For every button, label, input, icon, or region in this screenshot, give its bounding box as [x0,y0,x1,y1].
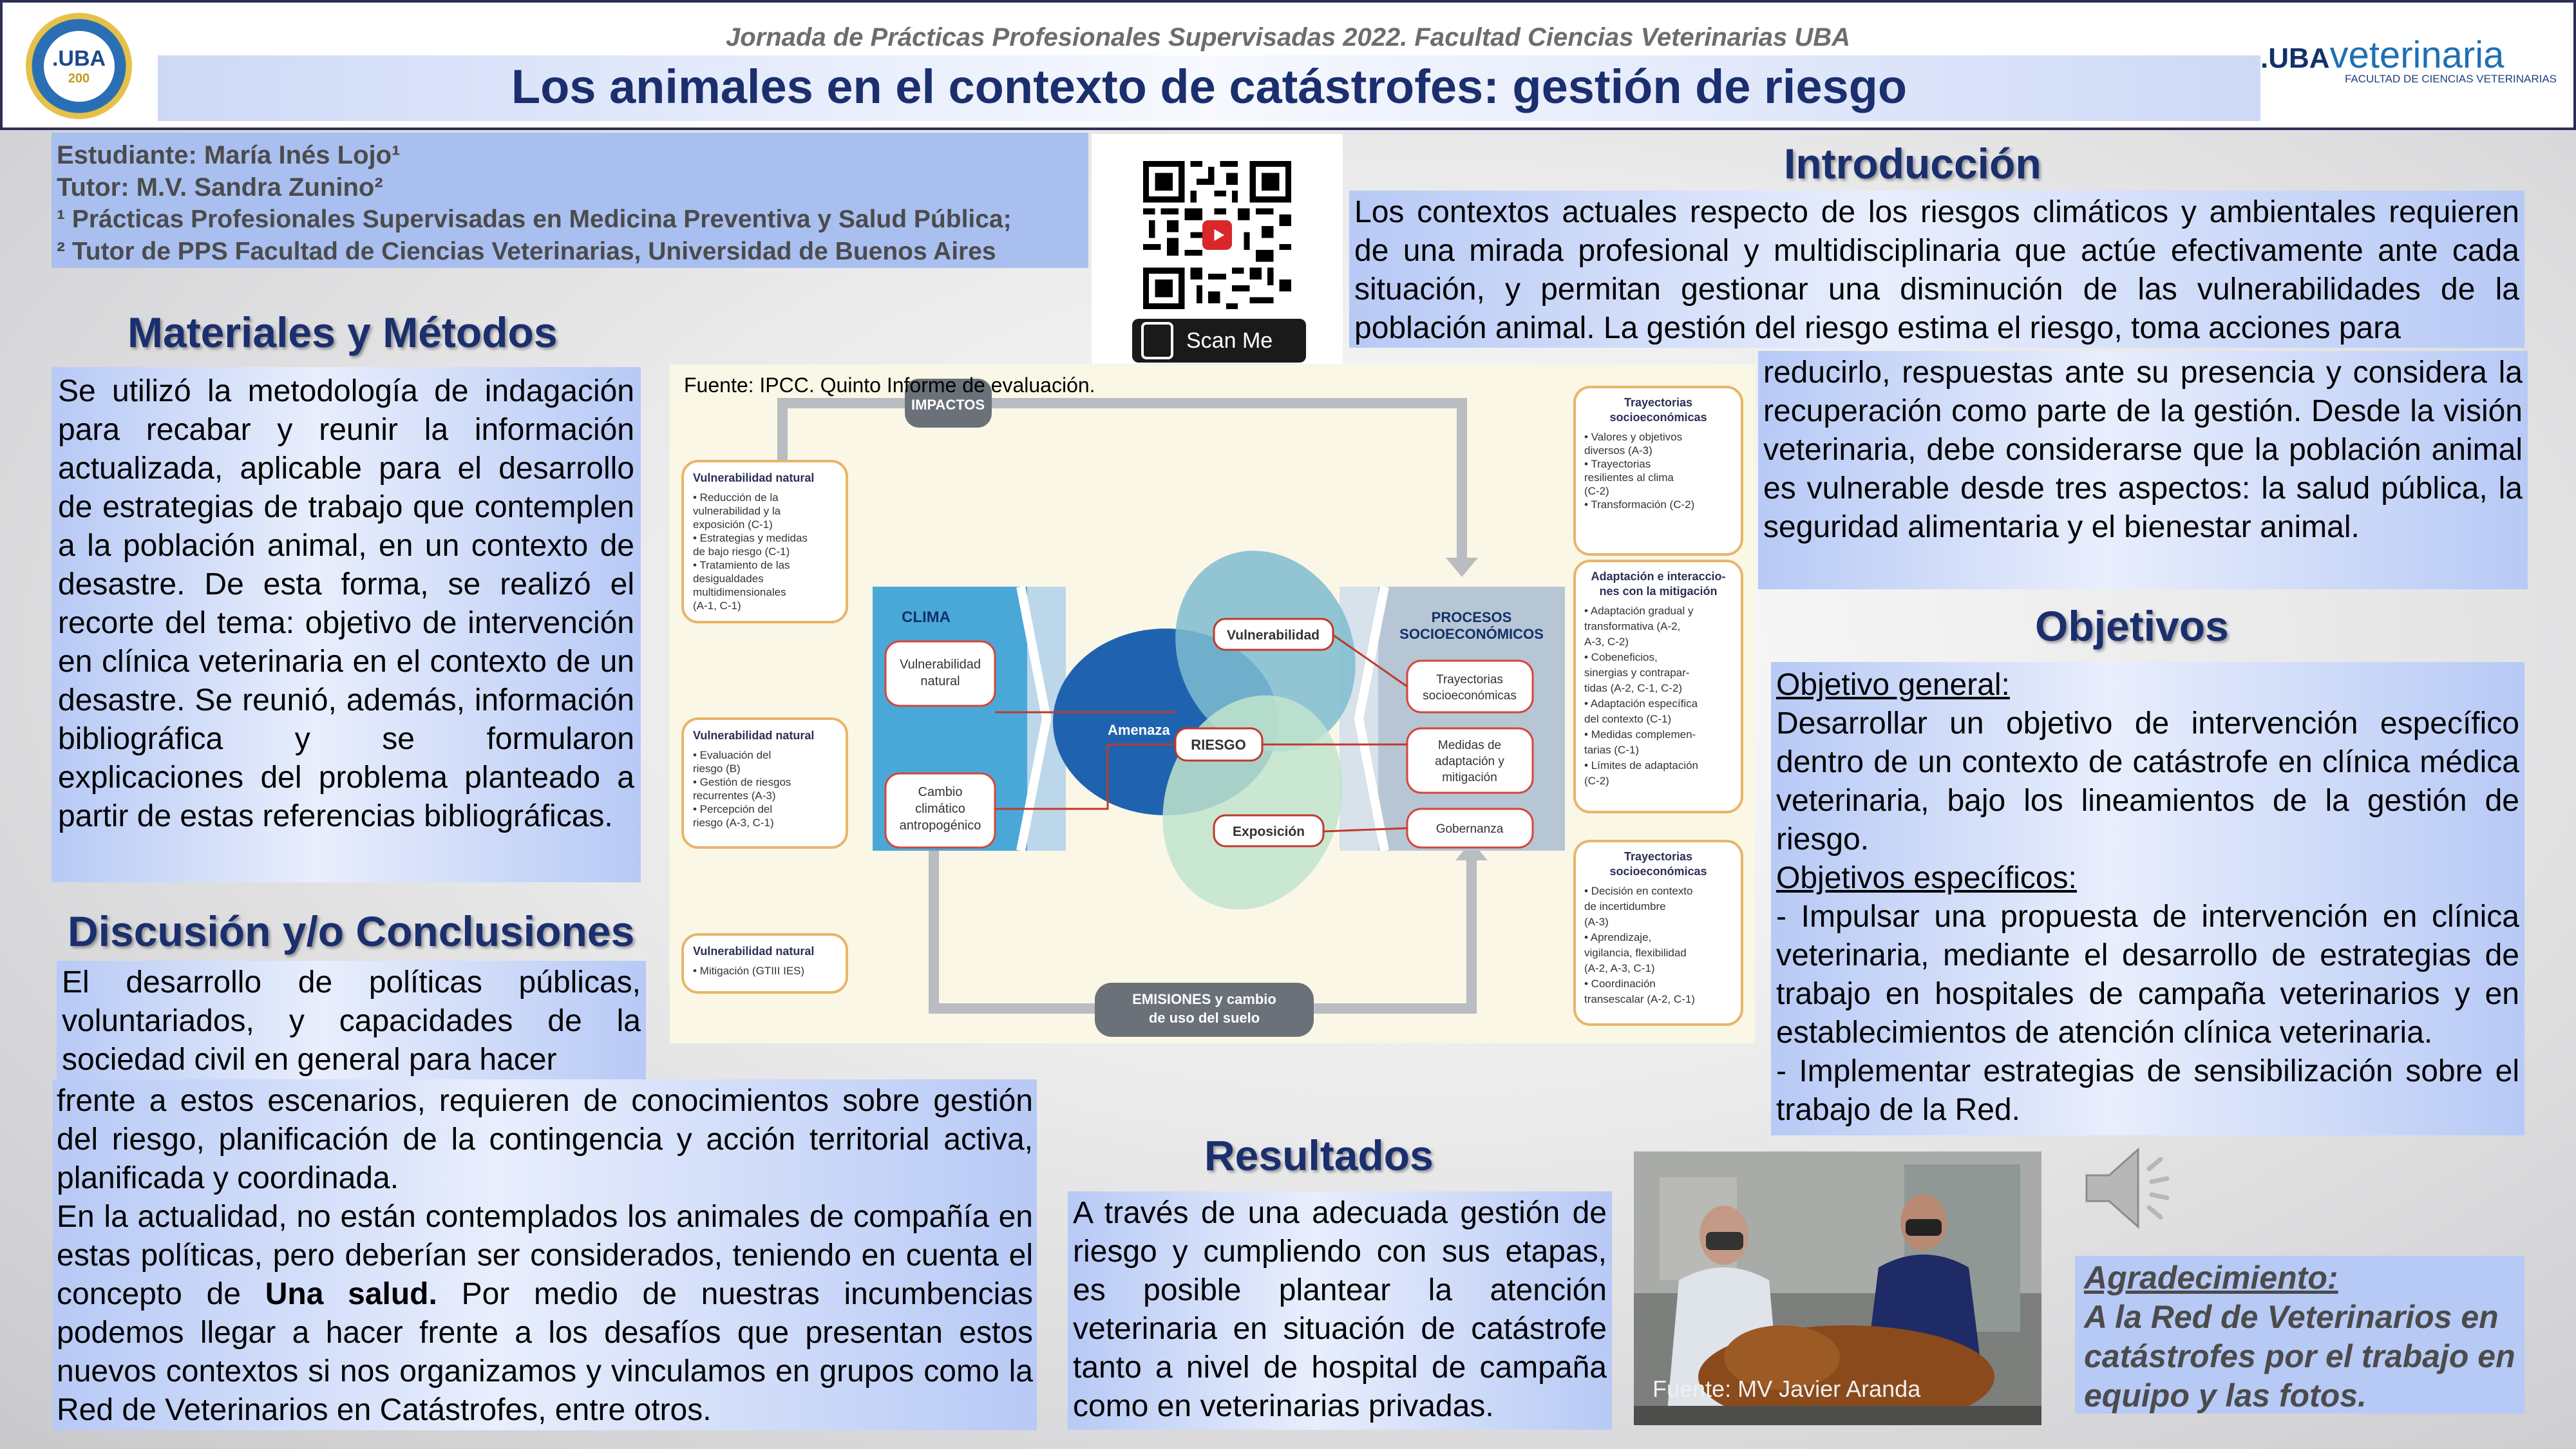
svg-text:adaptación y: adaptación y [1435,755,1504,768]
svg-text:PROCESOS: PROCESOS [1431,609,1512,625]
objetivos-box [1771,662,2524,1135]
rb1-line: resilientes al clima [1584,471,1674,484]
svg-text:CLIMA: CLIMA [902,609,951,626]
qr-code[interactable] [1143,161,1291,309]
svg-text:Exposición: Exposición [1232,824,1305,839]
rb2-line: • Adaptación gradual y [1584,605,1694,617]
lb1-line: vulnerabilidad y la [693,505,781,517]
svg-text:nes con la mitigación: nes con la mitigación [1599,585,1718,598]
svg-text:socioeconómicas: socioeconómicas [1609,865,1707,878]
adaptation-box [1575,561,1742,812]
objetivo-general-label: Objetivo general: [1776,668,2010,702]
scan-me-badge[interactable] [1132,319,1306,363]
affiliation-note-2: ² Tutor de PPS Facultad de Ciencias Veterinarias, Universidad de Buenos Aires [57,238,996,265]
lb3-line: • Mitigación (GTIII IES) [693,965,805,977]
lb1-line: • Reducción de la [693,491,779,504]
svg-text:Medidas de: Medidas de [1437,739,1502,752]
speaker-icon[interactable] [2077,1140,2180,1236]
objetivo-general-text: Desarrollar un objetivo de intervención específico dentro de un contexto de catástrofe en clínica médica veterinaria, bajo los lineamientos de la gestión de riesgo. [1776,706,2519,857]
rb3-line: • Coordinación [1584,978,1656,990]
rb3-line: de incertidumbre [1584,900,1666,913]
svg-text:Vulnerabilidad: Vulnerabilidad [1227,628,1320,643]
svg-text:Trayectorias: Trayectorias [1624,396,1693,409]
vulnerability-box-3 [683,934,847,992]
phone-icon [1141,322,1173,359]
rb2-line: (C-2) [1584,775,1609,787]
lb2-line: • Evaluación del [693,749,772,761]
una-salud-emphasis: Una salud. [265,1277,437,1311]
rb3-line: vigilancia, flexibilidad [1584,947,1687,959]
ipcc-risk-diagram [670,365,1755,1043]
agradecimiento-text: A la Red de Veterinarios en catástrofes por el trabajo en equipo y las fotos. [2084,1299,2515,1414]
svg-text:mitigación: mitigación [1442,771,1497,784]
rb3-line: (A-2, A-3, C-1) [1584,962,1655,974]
rb2-line: • Límites de adaptación [1584,759,1699,772]
rb1-line: • Transformación (C-2) [1584,498,1695,511]
materiales-text: Se utilizó la metodología de indagación para recabar y reunir la información actualizada, aplicable para el desarrollo de estrategias de trabajo que contemplen a la población animal, en un contexto de desastre. De esta forma, se realizó el recorte del tema: objetivo de intervención en clínica veterinaria en el contexto de un desastre. Se reunió, además, información bibliográfica y se formularon explicaciones del problema planteado a partir de estas referencias bibliográficas. [52,367,641,882]
trajectory-box-1 [1575,387,1742,554]
lb1-line: multidimensionales [693,586,786,598]
lb2-line: riesgo (B) [693,762,741,775]
rb1-line: diversos (A-3) [1584,444,1653,457]
student-name: Estudiante: María Inés Lojo¹ [57,141,401,169]
authors-box [52,133,1088,268]
discusion-text-2: frente a estos escenarios, requieren de conocimientos sobre gestión del riesgo, planificación de la contingencia y acción territorial activa, planificada y coordinada. En la actualidad, no están contemplados los animales de compañía en estas políticas, pero deberían ser considerados, teniendo en cuenta el concepto de Una salud. Por medio de nuestras incumbencias podemos llegar a hacer frente a los desafíos que presentan estos nuevos contextos si nos organizamos y vinculamos en grupos como la Red de Veterinarios en Catástrofes, entre otros. [53,1079,1037,1430]
objetivos-especificos-label: Objetivos específicos: [1776,861,2077,895]
svg-text:Vulnerabilidad natural: Vulnerabilidad natural [693,729,815,742]
lb1-line: • Tratamiento de las [693,559,790,571]
svg-text:antropogénico: antropogénico [899,819,981,833]
lb2-line: • Gestión de riesgos [693,776,791,788]
event-subtitle: Jornada de Prácticas Profesionales Supervisadas 2022. Facultad Ciencias Veterinarias UBA [726,23,1850,52]
affiliation-note-1: ¹ Prácticas Profesionales Supervisadas en Medicina Preventiva y Salud Pública; [57,205,1012,233]
vulnerability-box-2 [683,719,847,848]
lb1-line: (A-1, C-1) [693,600,741,612]
lb2-line: recurrentes (A-3) [693,790,776,802]
photo-caption: Fuente: MV Javier Aranda [1653,1376,1921,1402]
rb2-line: A-3, C-2) [1584,636,1629,648]
svg-text:Trayectorias: Trayectorias [1624,850,1693,863]
svg-text:EMISIONES y cambio: EMISIONES y cambio [1132,991,1276,1007]
vulnerability-box-1 [683,461,847,622]
section-title-introduccion: Introducción [1784,140,2041,187]
svg-text:RIESGO: RIESGO [1191,737,1246,753]
rb1-line: • Valores y objetivos [1584,431,1683,443]
svg-text:Vulnerabilidad natural: Vulnerabilidad natural [693,471,815,484]
trajectory-box-2 [1575,841,1742,1025]
lb1-line: de bajo riesgo (C-1) [693,545,790,558]
discusion-text-1: El desarrollo de políticas públicas, voluntariados, y capacidades de la sociedad civil en general para hacer [57,961,646,1082]
lb1-line: desigualdades [693,573,764,585]
resultados-text: A través de una adecuada gestión de riesgo y cumpliendo con sus etapas, es posible plantear la atención veterinaria en situación de catástrofe tanto a nivel de hospital de campaña como en veterinarias privadas. [1068,1191,1612,1430]
rb2-line: tidas (A-2, C-1, C-2) [1584,682,1683,694]
agradecimiento-title: Agradecimiento: [2084,1260,2338,1296]
svg-text:de uso del suelo: de uso del suelo [1148,1010,1260,1026]
diagram-source-caption: Fuente: IPCC. Quinto Informe de evaluación. [684,374,1095,397]
rb2-line: • Adaptación específica [1584,697,1698,710]
svg-text:Gobernanza: Gobernanza [1435,822,1504,836]
lb1-line: • Estrategias y medidas [693,532,808,544]
uba-logo-subtext: 200 [68,71,90,86]
rb2-line: sinergias y contrapar- [1584,667,1690,679]
objetivo-especifico-2: - Implementar estrategias de sensibilización sobre el trabajo de la Red. [1776,1054,2519,1127]
section-title-materiales: Materiales y Métodos [128,308,558,356]
svg-text:Amenaza: Amenaza [1108,722,1170,738]
section-title-discusion: Discusión y/o Conclusiones [68,907,635,955]
poster-title: Los animales en el contexto de catástrofes: gestión de riesgo [511,60,1908,113]
rb2-line: • Cobeneficios, [1584,651,1658,663]
uba-logo-text: .UBA [52,46,106,71]
rb3-line: • Decisión en contexto [1584,885,1693,897]
objetivo-especifico-1: - Impulsar una propuesta de intervención en clínica veterinaria, mediante el desarrollo de estrategias de trabajo en hospitales de campaña veterinarios y en establecimientos de atención clínica veterinaria. [1776,900,2519,1050]
rb2-line: del contexto (C-1) [1584,713,1672,725]
rb2-line: tarias (C-1) [1584,744,1640,756]
lb1-line: exposición (C-1) [693,518,773,531]
introduccion-text-1: Los contextos actuales respecto de los riesgos climáticos y ambientales requieren de una mirada profesional y multidisciplinaria que actúe efectivamente ante cada situación, y permitan gestionar una disminución de las vulnerabilidades de la población animal. La gestión del riesgo estima el riesgo, toma acciones para [1349,191,2524,348]
scan-me-label: Scan Me [1186,328,1273,353]
lb2-line: riesgo (A-3, C-1) [693,817,774,829]
agradecimiento-box [2075,1256,2524,1414]
svg-text:socioeconómicas: socioeconómicas [1423,689,1517,703]
section-title-objetivos: Objetivos [2035,602,2229,650]
svg-text:socioeconómicas: socioeconómicas [1609,411,1707,424]
rb3-line: (A-3) [1584,916,1609,928]
svg-text:IMPACTOS: IMPACTOS [911,397,985,413]
svg-text:natural: natural [920,674,960,688]
section-title-resultados: Resultados [1204,1132,1434,1179]
svg-text:Vulnerabilidad: Vulnerabilidad [899,658,981,672]
svg-text:climático: climático [915,802,965,816]
svg-text:Cambio: Cambio [918,785,963,799]
rb3-line: transescalar (A-2, C-1) [1584,993,1695,1005]
rb1-line: • Trayectorias [1584,458,1651,470]
rb2-line: transformativa (A-2, [1584,620,1681,632]
svg-text:Adaptación e interaccio-: Adaptación e interaccio- [1591,570,1726,583]
svg-text:SOCIOECONÓMICOS: SOCIOECONÓMICOS [1399,626,1544,642]
tutor-name: Tutor: M.V. Sandra Zunino² [57,173,383,202]
rb3-line: • Aprendizaje, [1584,931,1652,943]
uba-veterinaria-logo: .UBAveterinaria FACULTAD DE CIENCIAS VETERINARIAS [2260,34,2557,85]
rb2-line: • Medidas complemen- [1584,728,1696,741]
svg-text:Vulnerabilidad natural: Vulnerabilidad natural [693,945,815,958]
lb2-line: • Percepción del [693,803,773,815]
rb1-line: (C-2) [1584,485,1609,497]
introduccion-text-2: reducirlo, respuestas ante su presencia y considera la recuperación como parte de la gestión. Desde la visión veterinaria, debe considerarse que la población animal es vulnerable desde tres aspectos: la salud pública, la seguridad alimentaria y el bienestar animal. [1758,351,2528,589]
svg-text:Trayectorias: Trayectorias [1436,673,1503,687]
